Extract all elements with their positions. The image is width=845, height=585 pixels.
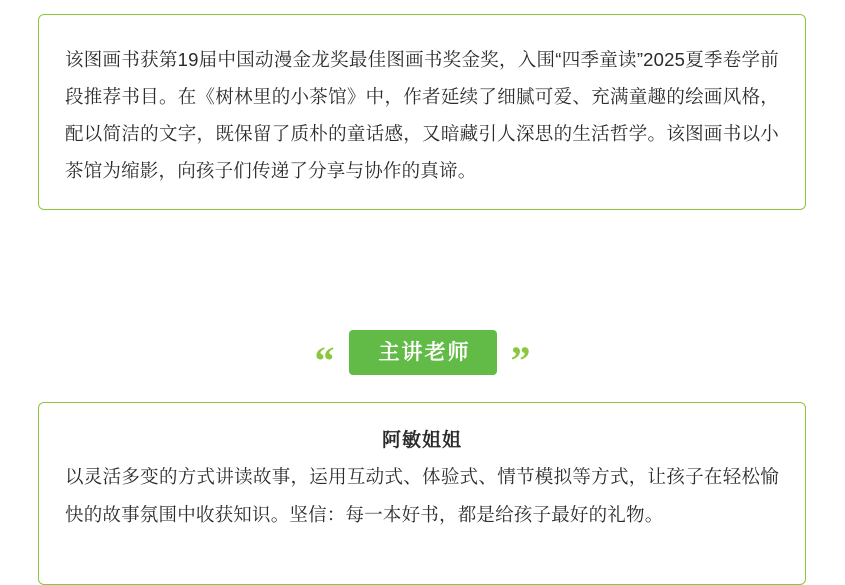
quote-close-icon: ” [510,337,531,383]
teacher-name: 阿敏姐姐 [381,430,462,451]
teacher-bio: 以灵活多变的方式讲读故事，运用互动式、体验式、情节模拟等方式，让孩子在轻松愉快的故事氛围中收获知识。坚信：每一本好书，都是给孩子最好的礼物。 [65,466,779,525]
book-intro-paragraph: 该图画书获第19届中国动漫金龙奖最佳图画书奖金奖，入围“四季童读”2025夏季卷学前段推荐书目。在《树林里的小茶馆》中，作者延续了细腻可爱、充满童趣的绘画风格，配以简洁的文字，既保留了质朴的童话感，又暗藏引人深思的生活哲学。该图画书以小茶馆为缩影，向孩子们传递了分享与协作的真谛。 [65,49,779,181]
teacher-profile-card [38,402,806,585]
book-intro-card [38,14,806,210]
quote-open-icon: “ [314,337,335,383]
section-heading [0,330,845,383]
section-title-badge: 主讲老师 [349,330,497,375]
